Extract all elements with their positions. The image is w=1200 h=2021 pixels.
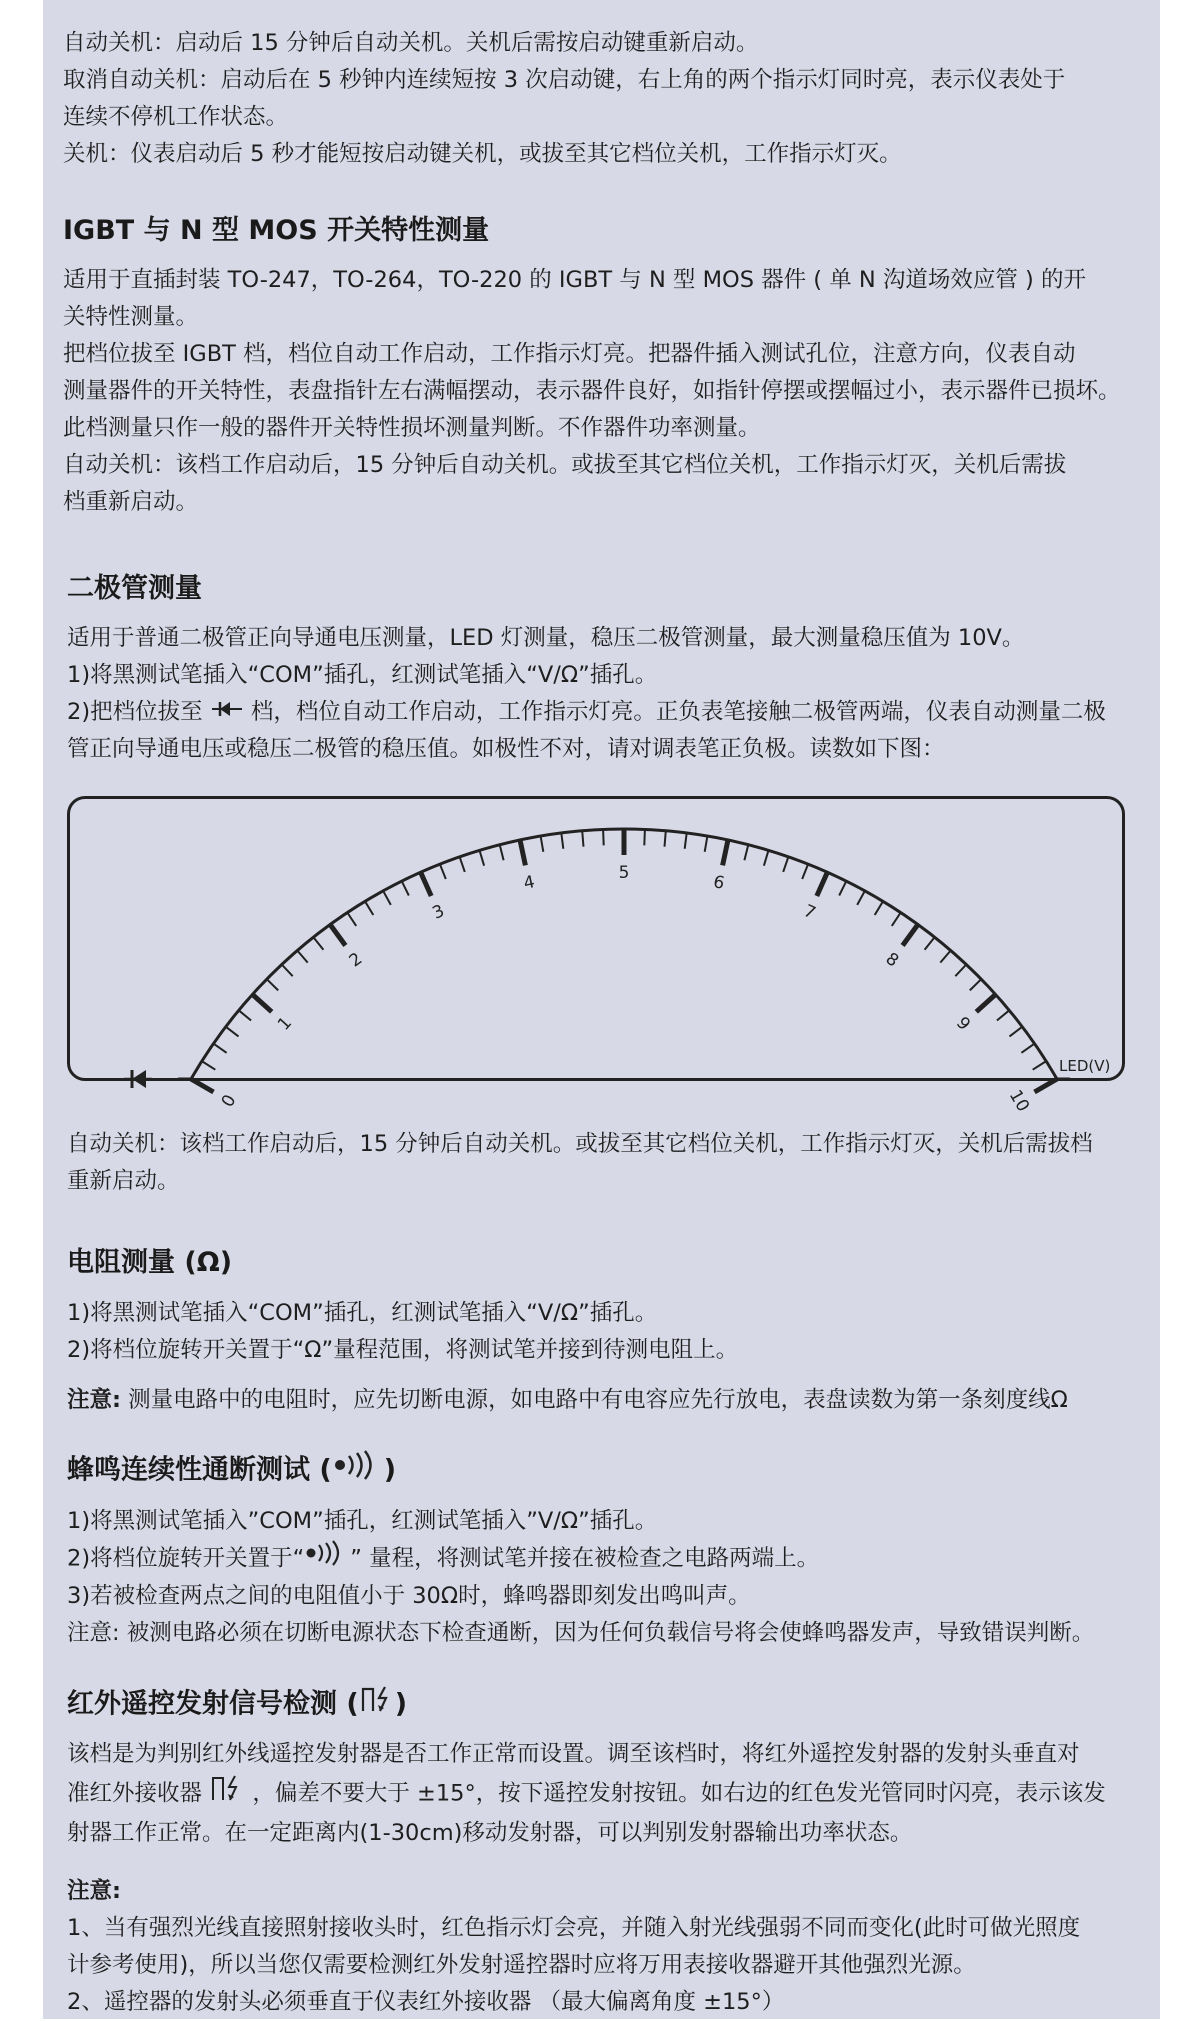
gauge-tick-label: 8 [881, 948, 903, 972]
ir-line-2 [67, 1773, 1157, 1815]
ir-line-2-pre: 准红外接收器 [67, 1780, 203, 1807]
igbt-line: 把档位拔至 IGBT 档，档位自动工作启动，工作指示灯亮。把器件插入测试孔位，注意方向，仪表自动 [63, 341, 1076, 367]
gauge-minor-tick [802, 864, 808, 879]
gauge-minor-tick [744, 845, 748, 861]
buzzer-sound-icon-inline [304, 1540, 350, 1578]
diode-auto-off-line-2: 重新启动。 [67, 1168, 180, 1194]
gauge-minor-tick [839, 881, 846, 895]
gauge-minor-tick [213, 1044, 226, 1053]
gauge-minor-tick [282, 965, 293, 977]
ir-note-1a: 1、当有强烈光线直接照射接收头时，红色指示灯会亮，并随入射光线强弱不同而变化(此时可做光照度 [67, 1915, 1081, 1941]
buzzer-line-2 [67, 1540, 1157, 1578]
igbt-line: 档重新启动。 [63, 489, 199, 515]
diode-line-3 [67, 694, 1157, 731]
gauge-minor-tick [460, 857, 465, 872]
gauge-minor-tick [875, 901, 883, 915]
resistance-section-title: 电阻测量 (Ω) [67, 1247, 233, 1278]
diode-symbol-icon [124, 1070, 152, 1088]
ir-note-1b: 计参考使用)，所以当您仅需要检测红外发射遥控器时应将万用表接收器避开其他强烈光源。 [67, 1952, 976, 1978]
gauge-major-tick [1035, 1079, 1058, 1092]
diode-line-3-post: 档，档位自动工作启动，工作指示灯亮。正负表笔接触二极管两端，仪表自动测量二极 [250, 699, 1106, 725]
gauge-minor-tick [685, 833, 687, 849]
gauge-tick-label: 2 [345, 948, 367, 972]
ir-receiver-icon [359, 1683, 395, 1727]
gauge-minor-tick [226, 1027, 239, 1037]
gauge-minor-tick [297, 951, 307, 963]
cancel-auto-off-text-1: 取消自动关机：启动后在 5 秒钟内连续短按 3 次启动键，右上角的两个指示灯同时亮，表示仪表处于 [63, 67, 1066, 93]
auto-off-section [63, 25, 1153, 173]
gauge-minor-tick [925, 937, 935, 950]
gauge-major-tick [330, 925, 345, 946]
gauge-major-tick [252, 994, 271, 1011]
diode-auto-off [67, 1126, 1157, 1200]
igbt-line: 适用于直插封装 TO-247，TO-264，TO-220 的 IGBT 与 N 型 MOS 器件 ( 单 N 沟道场效应管 ) 的开 [63, 267, 1086, 293]
igbt-line: 此档测量只作一般的器件开关特性损坏测量判断。不作器件功率测量。 [63, 415, 761, 441]
resistance-note-text: 测量电路中的电阻时，应先切断电源，如电路中有电容应先行放电，表盘读数为第一条刻度线Ω [121, 1387, 1068, 1413]
gauge-tick-labels [218, 863, 1033, 1115]
gauge-minor-tick [1021, 1044, 1034, 1053]
gauge-tick-label: 9 [951, 1013, 974, 1035]
buzzer-line-2-post: ” 量程，将测试笔并接在被检查之电路两端上。 [350, 1545, 820, 1572]
buzzer-line-4: 注意: 被测电路必须在切断电源状态下检查通断，因为任何负载信号将会使蜂鸣器发声，导致错误判断。 [67, 1620, 1095, 1646]
igbt-section-title: IGBT 与 N 型 MOS 开关特性测量 [63, 215, 490, 246]
gauge-minor-tick [480, 850, 485, 865]
gauge-minor-tick [970, 979, 981, 990]
gauge-minor-tick [892, 913, 901, 926]
auto-off-text: 自动关机：启动后 15 分钟后自动关机。关机后需按启动键重新启动。 [63, 30, 759, 56]
buzzer-section-body [67, 1503, 1157, 1652]
buzzer-section-title [67, 1450, 396, 1492]
gauge-minor-tick [500, 845, 504, 861]
resistance-section-body [67, 1295, 1157, 1369]
gauge-minor-tick [541, 836, 544, 852]
gauge-minor-tick [383, 891, 391, 905]
gauge-minor-tick [940, 951, 950, 963]
gauge-minor-tick [582, 831, 583, 847]
gauge-major-tick [520, 840, 525, 866]
diode-line-1: 适用于普通二极管正向导通电压测量，LED 灯测量，稳压二极管测量，最大测量稳压值为 10V。 [67, 625, 1025, 651]
ir-line-2-post: ，偏差不要大于 ±15°，按下遥控发射按钮。如右边的红色发光管同时闪亮，表示该发 [252, 1780, 1106, 1807]
buzzer-sound-icon [332, 1450, 384, 1492]
gauge-tick-label: 5 [618, 863, 630, 883]
ir-line-1: 该档是为判别红外线遥控发射器是否工作正常而设置。调至该档时，将红外遥控发射器的发射头垂直对 [67, 1741, 1080, 1767]
resistance-note [67, 1382, 1157, 1419]
gauge-minor-tick [267, 979, 278, 990]
gauge-major-tick [903, 925, 918, 946]
gauge-minor-tick [705, 836, 708, 852]
gauge-minor-tick [644, 829, 645, 845]
ir-title-pre: 红外遥控发射信号检测 ( [67, 1688, 359, 1720]
resistance-note-label: 注意: [67, 1387, 121, 1413]
gauge-minor-tick [857, 891, 865, 905]
gauge-minor-tick [1033, 1061, 1047, 1070]
ir-line-3: 射器工作正常。在一定距离内(1-30cm)移动发射器，可以判别发射器输出功率状态。 [67, 1820, 913, 1846]
igbt-line: 关特性测量。 [63, 304, 199, 330]
power-off-text: 关机：仪表启动后 5 秒才能短按启动键关机，或拔至其它档位关机，工作指示灯灭。 [63, 141, 902, 167]
gauge-minor-tick [997, 1010, 1009, 1020]
resistance-line-1: 1)将黑测试笔插入“COM”插孔，红测试笔插入“V/Ω”插孔。 [67, 1300, 658, 1326]
gauge-minor-tick [1010, 1027, 1023, 1037]
ir-title-post: ) [394, 1688, 408, 1720]
buzzer-title-pre: 蜂鸣连续性通断测试 ( [67, 1454, 332, 1486]
gauge-minor-tick [665, 831, 666, 847]
gauge-minor-tick [603, 829, 604, 845]
igbt-section-body [63, 262, 1153, 521]
buzzer-line-2-pre: 2)将档位旋转开关置于“ [67, 1545, 305, 1572]
gauge-minor-tick [783, 857, 788, 872]
gauge-svg [70, 799, 1122, 1116]
ir-section-title [67, 1683, 407, 1727]
gauge-major-tick [191, 1079, 214, 1092]
gauge-tick-label: 4 [521, 872, 537, 894]
resistance-line-2: 2)将档位旋转开关置于“Ω”量程范围，将测试笔并接到待测电阻上。 [67, 1337, 739, 1363]
gauge-minor-tick [313, 937, 323, 950]
gauge-major-tick [976, 994, 995, 1011]
ir-note-label: 注意: [67, 1878, 121, 1904]
gauge-major-tick [817, 872, 828, 896]
gauge-minor-tick [347, 913, 356, 926]
gauge-minor-tick [365, 901, 373, 915]
diode-line-3-pre: 2)把档位拔至 [67, 699, 203, 725]
gauge-minor-tick [955, 965, 966, 977]
buzzer-line-1: 1)将黑测试笔插入”COM”插孔，红测试笔插入”V/Ω”插孔。 [67, 1508, 658, 1534]
gauge-minor-tick [561, 833, 563, 849]
igbt-line: 自动关机：该档工作启动后，15 分钟后自动关机。或拔至其它档位关机，工作指示灯灭，关机后需拔 [63, 452, 1067, 478]
ir-receiver-icon-inline [209, 1773, 245, 1815]
gauge-tick-label: 1 [274, 1013, 297, 1035]
gauge-tick-label: 7 [800, 901, 819, 924]
igbt-line: 测量器件的开关特性，表盘指针左右满幅摆动，表示器件良好，如指针停摆或摆幅过小，表示器件已损坏。 [63, 378, 1121, 404]
diode-auto-off-line-1: 自动关机：该档工作启动后，15 分钟后自动关机。或拔至其它档位关机，工作指示灯灭，关机后需拔档 [67, 1131, 1093, 1157]
cancel-auto-off-text-2: 连续不停机工作状态。 [63, 104, 289, 130]
diode-section-title: 二极管测量 [67, 573, 202, 604]
gauge-minor-tick [764, 850, 769, 865]
gauge-minor-tick [202, 1061, 216, 1070]
ir-notes [67, 1873, 1157, 2021]
gauge-tick-label: 3 [429, 901, 448, 924]
gauge-major-tick [421, 872, 432, 896]
gauge-unit-label: LED(V) [1059, 1057, 1111, 1075]
gauge-minor-tick [440, 864, 446, 879]
gauge-major-tick [723, 840, 728, 866]
gauge-minor-tick [239, 1010, 251, 1020]
gauge-tick-label: 0 [217, 1091, 241, 1111]
buzzer-line-3: 3)若被检查两点之间的电阻值小于 30Ω时，蜂鸣器即刻发出鸣叫声。 [67, 1583, 751, 1609]
ir-section-body [67, 1736, 1157, 1852]
buzzer-title-post: ) [383, 1454, 397, 1486]
gauge-minor-tick [402, 881, 409, 895]
manual-page [43, 0, 1160, 2019]
diode-symbol-icon [210, 694, 244, 731]
gauge-tick-label: 10 [1004, 1086, 1033, 1116]
diode-line-2: 1)将黑测试笔插入“COM”插孔，红测试笔插入“V/Ω”插孔。 [67, 662, 658, 688]
diode-line-4: 管正向导通电压或稳压二极管的稳压值。如极性不对，请对调表笔正负极。读数如下图： [67, 736, 945, 762]
diode-section-body [67, 620, 1157, 768]
ir-note-2: 2、遥控器的发射头必须垂直于仪表红外接收器 （最大偏离角度 ±15°） [67, 1989, 785, 2015]
diode-gauge-diagram [67, 796, 1125, 1116]
gauge-tick-label: 6 [711, 872, 727, 894]
